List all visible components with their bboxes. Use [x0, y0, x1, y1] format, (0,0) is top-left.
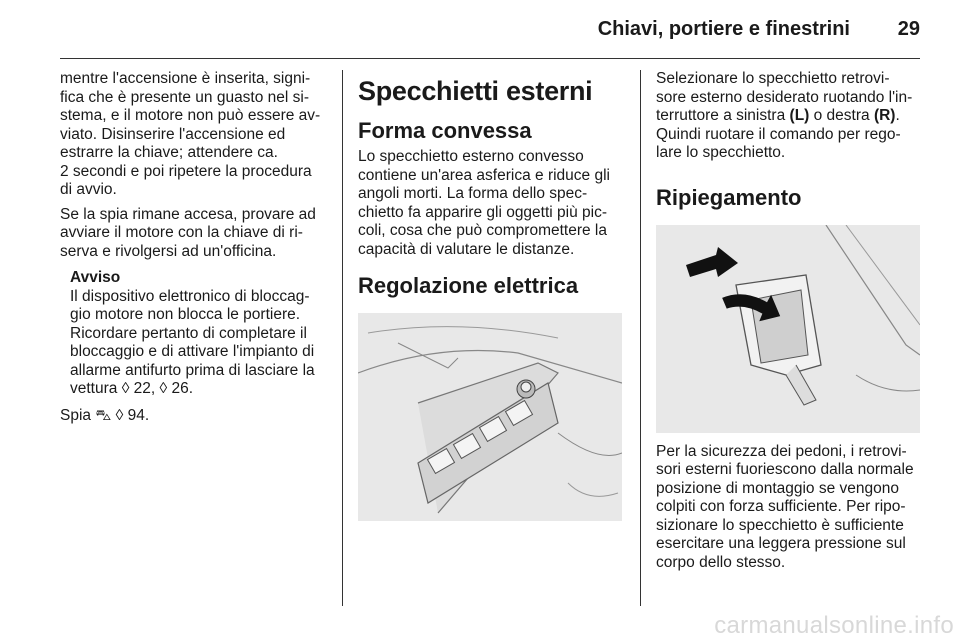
text-line: Per la sicurezza dei pedoni, i retrovi-: [656, 442, 907, 460]
text-line: coli, cosa che può compromettere la: [358, 222, 607, 239]
text-line: sore esterno desiderato ruotando l'in-: [656, 88, 913, 106]
subsection-heading: Ripiegamento: [656, 184, 802, 210]
paragraph: [656, 70, 926, 163]
text-line: chietto fa apparire gli oggetti più pic-: [358, 203, 608, 221]
text-line: contiene un'area asferica e riduce gli: [358, 166, 610, 184]
page-title: Chiavi, portiere e finestrini: [597, 18, 850, 40]
text-line: terruttore a sinistra: [656, 107, 790, 124]
subsection-heading: Regolazione elettrica: [358, 273, 579, 298]
mirror-folding-illustration: [656, 225, 920, 433]
text-line: o destra: [809, 107, 874, 124]
text-line: Selezionare lo specchietto retrovi-: [656, 70, 890, 87]
text-line: 2 secondi e poi ripetere la procedura: [60, 162, 312, 180]
text-line: capacità di valutare le distanze.: [358, 240, 575, 258]
paragraph: [656, 443, 926, 573]
text-line: sizionare lo specchietto è sufficiente: [656, 516, 904, 534]
column-right: [656, 70, 926, 578]
column-middle: [358, 70, 624, 521]
text-line: Ricordare pertanto di completare il: [70, 324, 307, 342]
text-line: Lo specchietto esterno convesso: [358, 148, 584, 165]
text-line: viato. Disinserire l'accensione ed: [60, 125, 286, 143]
text-line: angoli morti. La forma dello spec-: [358, 185, 588, 202]
text-line: stema, e il motore non può essere av-: [60, 107, 321, 124]
text-line: gio motore non blocca le portiere.: [70, 306, 301, 323]
subsection-heading: Forma convessa: [358, 118, 532, 143]
paragraph: [60, 206, 328, 262]
note-box: [70, 269, 328, 399]
note-title: Avviso: [70, 269, 121, 286]
text-line: di avvio.: [60, 181, 117, 198]
text-line: sori esterni fuoriescono dalla normale: [656, 461, 914, 478]
header-divider: [60, 58, 920, 59]
text-line: serva e rivolgersi ad un'officina.: [60, 242, 277, 260]
page-header: [0, 0, 960, 62]
right-label: (R): [873, 107, 896, 124]
text-line: lare lo specchietto.: [656, 144, 786, 161]
page-number: 29: [897, 18, 920, 40]
text-line: esercitare una leggera pressione sul: [656, 535, 906, 552]
text-line: estrarre la chiave; attendere ca.: [60, 144, 278, 161]
text-line: Quindi ruotare il comando per rego-: [656, 125, 901, 143]
text-line: bloccaggio e di attivare l'impianto di: [70, 343, 315, 360]
left-label: (L): [789, 107, 810, 124]
text-line: vettura ◊ 22, ◊ 26.: [70, 380, 194, 397]
text-line: mentre l'accensione è inserita, signi-: [60, 70, 311, 87]
text-line: avviare il motore con la chiave di ri-: [60, 224, 303, 241]
text-line: Se la spia rimane accesa, provare ad: [60, 205, 316, 223]
paragraph: [60, 70, 328, 200]
paragraph: [358, 148, 624, 259]
text-line: corpo dello stesso.: [656, 553, 786, 571]
text-line: colpiti con forza sufficiente. Per ripo-: [656, 498, 906, 515]
text-line: Il dispositivo elettronico di bloccag-: [70, 287, 310, 305]
column-left: [60, 70, 328, 431]
text-line: allarme antifurto prima di lasciare la: [70, 361, 315, 379]
text-line: posizione di montaggio se vengono: [656, 479, 900, 497]
column-divider: [640, 70, 641, 606]
paragraph: Spia ⛍ ◊ 94.: [60, 406, 150, 424]
text-line: fica che è presente un guasto nel si-: [60, 88, 310, 106]
text-line: .: [895, 107, 900, 124]
section-heading: Specchietti esterni: [358, 76, 593, 106]
watermark: carmanualsonline.info: [714, 612, 954, 639]
door-switch-illustration: [358, 313, 622, 521]
column-divider: [342, 70, 343, 606]
